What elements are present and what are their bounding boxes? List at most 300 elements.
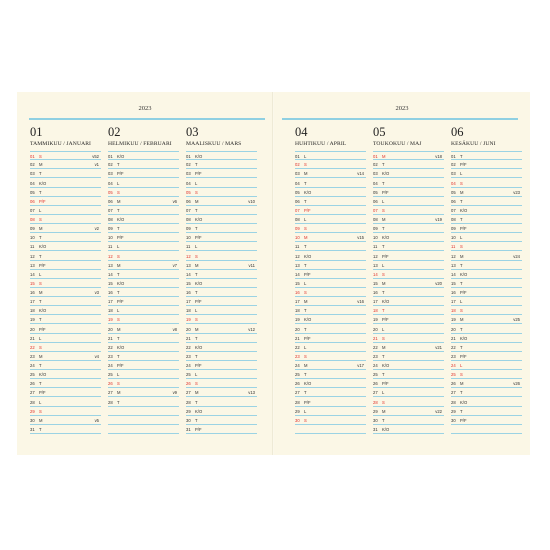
day-number: 23 [30, 353, 35, 359]
weekday-letter: T [39, 171, 42, 177]
weekday-letter: P/F [460, 226, 467, 232]
day-row [30, 361, 101, 370]
weekday-letter: S [460, 372, 463, 378]
day-row [295, 407, 366, 416]
day-number: 26 [30, 381, 35, 387]
weekday-letter: M [382, 344, 386, 350]
day-row [30, 242, 101, 251]
month-number: 05 [373, 125, 386, 139]
weekday-letter: M [39, 290, 43, 296]
weekday-letter: P/F [304, 335, 311, 341]
day-row [373, 279, 444, 288]
day-number: 11 [295, 244, 300, 250]
day-number: 17 [108, 299, 113, 305]
weekday-letter: L [39, 399, 42, 405]
weekday-letter: T [195, 417, 198, 423]
weekday-letter: P/F [460, 162, 467, 168]
weekday-letter: L [382, 198, 385, 204]
day-row [186, 352, 257, 361]
weekday-letter: T [460, 326, 463, 332]
day-number: 21 [30, 335, 35, 341]
weekday-letter: L [304, 154, 307, 160]
day-row [30, 334, 101, 343]
weekday-letter: L [117, 372, 120, 378]
month-column [451, 125, 522, 434]
day-row [108, 361, 179, 370]
day-row [30, 315, 101, 324]
weekday-letter: K/O [382, 171, 390, 177]
day-list [30, 151, 101, 434]
day-row [186, 407, 257, 416]
day-row [108, 306, 179, 315]
weekday-letter: P/F [39, 390, 46, 396]
weekday-letter: K/O [39, 180, 47, 186]
day-number: 07 [295, 207, 300, 213]
day-number: 28 [30, 399, 35, 405]
day-number: 06 [451, 198, 456, 204]
day-row [451, 188, 522, 197]
day-number: 15 [451, 280, 456, 286]
weekday-letter: M [39, 353, 43, 359]
month-column [373, 125, 444, 434]
day-number: 01 [295, 154, 300, 160]
day-number: 05 [373, 189, 378, 195]
weekday-letter: S [382, 207, 385, 213]
day-row [373, 224, 444, 233]
day-number: 07 [108, 207, 113, 213]
weekday-letter: T [195, 207, 198, 213]
weekday-letter: K/O [195, 408, 203, 414]
day-row [373, 270, 444, 279]
day-number: 20 [373, 326, 378, 332]
day-number: 26 [295, 381, 300, 387]
day-number: 22 [186, 344, 191, 350]
day-row [30, 379, 101, 388]
day-number: 14 [451, 271, 456, 277]
day-number: 16 [295, 290, 300, 296]
day-number: 04 [30, 180, 35, 186]
empty-row [108, 416, 179, 425]
day-number: 29 [295, 408, 300, 414]
day-number: 01 [186, 154, 191, 160]
day-number: 30 [295, 417, 300, 423]
weekday-letter: M [382, 154, 386, 160]
day-number: 21 [295, 335, 300, 341]
day-number: 24 [451, 363, 456, 369]
day-number: 13 [186, 262, 191, 268]
header-rule [282, 118, 518, 120]
weekday-letter: T [117, 290, 120, 296]
weekday-letter: K/O [460, 207, 468, 213]
day-row [108, 197, 179, 206]
day-number: 08 [186, 217, 191, 223]
weekday-letter: T [382, 180, 385, 186]
weekday-letter: M [460, 317, 464, 323]
week-number: v7 [172, 262, 177, 268]
day-row [295, 416, 366, 425]
weekday-letter: K/O [382, 426, 390, 432]
weekday-letter: P/F [195, 235, 202, 241]
day-row [295, 188, 366, 197]
month-name: MAALISKUU / MARS [186, 141, 242, 147]
empty-row [108, 407, 179, 416]
day-row [295, 388, 366, 397]
day-row [186, 261, 257, 270]
day-number: 14 [295, 271, 300, 277]
weekday-letter: L [195, 372, 198, 378]
day-number: 29 [451, 408, 456, 414]
day-row [295, 270, 366, 279]
month-name: KESÄKUU / JUNI [451, 141, 496, 147]
weekday-letter: T [117, 353, 120, 359]
weekday-letter: P/F [117, 171, 124, 177]
weekday-letter: T [39, 363, 42, 369]
day-number: 08 [373, 217, 378, 223]
weekday-letter: T [39, 299, 42, 305]
day-number: 19 [108, 317, 113, 323]
day-number: 31 [186, 426, 191, 432]
day-number: 02 [451, 162, 456, 168]
week-number: v16 [357, 299, 364, 305]
month-number: 02 [108, 125, 121, 139]
weekday-letter: L [39, 335, 42, 341]
day-number: 12 [451, 253, 456, 259]
week-number: v13 [248, 390, 255, 396]
weekday-letter: P/F [39, 262, 46, 268]
day-number: 20 [451, 326, 456, 332]
day-row [108, 251, 179, 260]
weekday-letter: K/O [195, 344, 203, 350]
weekday-letter: S [382, 271, 385, 277]
day-row [186, 388, 257, 397]
weekday-letter: P/F [39, 326, 46, 332]
day-number: 04 [451, 180, 456, 186]
weekday-letter: P/F [304, 271, 311, 277]
day-row [451, 151, 522, 160]
weekday-letter: L [304, 280, 307, 286]
weekday-letter: T [304, 326, 307, 332]
weekday-letter: S [304, 162, 307, 168]
day-row [186, 288, 257, 297]
day-row [373, 361, 444, 370]
day-number: 17 [373, 299, 378, 305]
weekday-letter: T [304, 262, 307, 268]
day-row [373, 407, 444, 416]
day-number: 08 [108, 217, 113, 223]
month-column [295, 125, 366, 434]
day-row [186, 297, 257, 306]
day-number: 27 [295, 390, 300, 396]
day-row [373, 160, 444, 169]
day-number: 14 [373, 271, 378, 277]
day-number: 16 [373, 290, 378, 296]
day-row [30, 416, 101, 425]
day-number: 26 [108, 381, 113, 387]
day-row [295, 324, 366, 333]
week-number: v52 [92, 154, 99, 160]
day-row [108, 334, 179, 343]
day-number: 06 [108, 198, 113, 204]
day-number: 23 [451, 353, 456, 359]
day-row [451, 334, 522, 343]
day-number: 10 [186, 235, 191, 241]
day-number: 02 [30, 162, 35, 168]
day-number: 16 [108, 290, 113, 296]
day-number: 19 [295, 317, 300, 323]
day-row [373, 288, 444, 297]
day-number: 02 [295, 162, 300, 168]
day-row [108, 215, 179, 224]
day-row [373, 324, 444, 333]
year-heading-right: 2023 [395, 105, 409, 112]
month-number: 03 [186, 125, 199, 139]
day-row [30, 306, 101, 315]
weekday-letter: T [460, 280, 463, 286]
weekday-letter: T [195, 353, 198, 359]
day-row [295, 206, 366, 215]
day-number: 25 [295, 372, 300, 378]
week-number: v14 [357, 171, 364, 177]
day-row [30, 270, 101, 279]
day-row [186, 206, 257, 215]
day-number: 23 [108, 353, 113, 359]
weekday-letter: M [39, 226, 43, 232]
weekday-letter: S [460, 308, 463, 314]
weekday-letter: T [39, 253, 42, 259]
weekday-letter: T [382, 308, 385, 314]
day-number: 15 [186, 280, 191, 286]
week-number: v22 [435, 408, 442, 414]
day-number: 29 [373, 408, 378, 414]
day-number: 09 [186, 226, 191, 232]
day-row [108, 288, 179, 297]
weekday-letter: T [39, 235, 42, 241]
day-number: 08 [295, 217, 300, 223]
weekday-letter: T [117, 271, 120, 277]
day-row [30, 206, 101, 215]
day-number: 11 [451, 244, 456, 250]
day-number: 12 [373, 253, 378, 259]
weekday-letter: M [117, 390, 121, 396]
day-number: 22 [295, 344, 300, 350]
weekday-letter: T [117, 226, 120, 232]
day-number: 22 [373, 344, 378, 350]
month-column [108, 125, 179, 434]
weekday-letter: P/F [117, 363, 124, 369]
day-row [373, 425, 444, 434]
day-row [373, 370, 444, 379]
weekday-letter: L [117, 244, 120, 250]
weekday-letter: L [39, 207, 42, 213]
day-row [451, 315, 522, 324]
day-row [295, 361, 366, 370]
weekday-letter: S [39, 217, 42, 223]
day-number: 16 [451, 290, 456, 296]
day-number: 20 [186, 326, 191, 332]
weekday-letter: T [304, 198, 307, 204]
month-name: TOUKOKUU / MAJ [373, 141, 422, 147]
weekday-letter: T [382, 244, 385, 250]
year-heading-left: 2023 [138, 105, 152, 112]
week-number: v3 [94, 290, 99, 296]
weekday-letter: P/F [460, 353, 467, 359]
day-number: 10 [30, 235, 35, 241]
day-number: 26 [186, 381, 191, 387]
day-number: 25 [108, 372, 113, 378]
day-number: 21 [186, 335, 191, 341]
weekday-letter: M [460, 381, 464, 387]
day-row [451, 361, 522, 370]
day-row [451, 206, 522, 215]
day-number: 15 [108, 280, 113, 286]
day-list [295, 151, 366, 434]
week-number: v8 [172, 326, 177, 332]
day-row [295, 197, 366, 206]
weekday-letter: S [39, 344, 42, 350]
day-number: 28 [451, 399, 456, 405]
day-number: 17 [295, 299, 300, 305]
weekday-letter: T [382, 417, 385, 423]
weekday-letter: P/F [117, 299, 124, 305]
day-number: 18 [373, 308, 378, 314]
day-number: 03 [451, 171, 456, 177]
day-number: 07 [451, 207, 456, 213]
day-row [295, 279, 366, 288]
week-number: v19 [435, 217, 442, 223]
weekday-letter: S [304, 226, 307, 232]
day-row [108, 370, 179, 379]
day-row [451, 160, 522, 169]
weekday-letter: T [382, 372, 385, 378]
weekday-letter: S [460, 244, 463, 250]
day-row [30, 251, 101, 260]
weekday-letter: L [195, 308, 198, 314]
weekday-letter: M [304, 363, 308, 369]
day-row [186, 379, 257, 388]
day-row [30, 425, 101, 434]
day-number: 16 [186, 290, 191, 296]
day-number: 11 [186, 244, 191, 250]
day-row [295, 343, 366, 352]
weekday-letter: M [195, 262, 199, 268]
day-row [451, 297, 522, 306]
day-number: 09 [373, 226, 378, 232]
weekday-letter: S [39, 280, 42, 286]
week-number: v25 [513, 317, 520, 323]
day-number: 14 [186, 271, 191, 277]
day-number: 12 [30, 253, 35, 259]
day-number: 15 [30, 280, 35, 286]
day-number: 03 [373, 171, 378, 177]
day-number: 27 [108, 390, 113, 396]
day-row [451, 352, 522, 361]
day-number: 23 [295, 353, 300, 359]
day-number: 01 [373, 154, 378, 160]
weekday-letter: P/F [382, 317, 389, 323]
day-number: 01 [451, 154, 456, 160]
weekday-letter: T [39, 381, 42, 387]
weekday-letter: S [117, 317, 120, 323]
day-number: 24 [295, 363, 300, 369]
day-row [108, 279, 179, 288]
weekday-letter: L [195, 180, 198, 186]
day-number: 13 [295, 262, 300, 268]
weekday-letter: M [382, 408, 386, 414]
day-row [186, 270, 257, 279]
day-row [30, 188, 101, 197]
weekday-letter: S [195, 253, 198, 259]
day-row [451, 370, 522, 379]
day-number: 25 [30, 372, 35, 378]
day-row [295, 233, 366, 242]
month-number: 06 [451, 125, 464, 139]
day-row [451, 251, 522, 260]
day-row [108, 315, 179, 324]
day-row [30, 288, 101, 297]
week-number: v4 [94, 353, 99, 359]
day-row [295, 288, 366, 297]
week-number: v17 [357, 363, 364, 369]
weekday-letter: L [460, 299, 463, 305]
day-row [373, 334, 444, 343]
day-row [373, 169, 444, 178]
day-number: 12 [295, 253, 300, 259]
weekday-letter: S [117, 253, 120, 259]
weekday-letter: L [195, 244, 198, 250]
day-row [451, 233, 522, 242]
weekday-letter: K/O [460, 271, 468, 277]
day-number: 01 [108, 154, 113, 160]
day-row [186, 242, 257, 251]
day-number: 10 [108, 235, 113, 241]
weekday-letter: L [382, 390, 385, 396]
day-row [108, 261, 179, 270]
weekday-letter: L [460, 363, 463, 369]
day-number: 24 [186, 363, 191, 369]
weekday-letter: K/O [304, 189, 312, 195]
day-number: 02 [186, 162, 191, 168]
weekday-letter: M [195, 390, 199, 396]
weekday-letter: T [304, 372, 307, 378]
week-number: v23 [513, 189, 520, 195]
day-row [373, 416, 444, 425]
day-list [373, 151, 444, 434]
weekday-letter: P/F [195, 426, 202, 432]
day-row [451, 416, 522, 425]
day-row [186, 233, 257, 242]
day-row [373, 343, 444, 352]
week-number: v15 [357, 235, 364, 241]
weekday-letter: P/F [195, 299, 202, 305]
day-row [186, 397, 257, 406]
day-number: 30 [186, 417, 191, 423]
day-row [108, 206, 179, 215]
day-number: 10 [451, 235, 456, 241]
day-row [30, 279, 101, 288]
day-number: 11 [373, 244, 378, 250]
weekday-letter: T [195, 271, 198, 277]
day-row [295, 379, 366, 388]
weekday-letter: M [117, 198, 121, 204]
week-number: v24 [513, 253, 520, 259]
weekday-letter: M [304, 171, 308, 177]
header-rule [29, 118, 265, 120]
day-number: 27 [451, 390, 456, 396]
weekday-letter: K/O [117, 154, 125, 160]
week-number: v1 [94, 162, 99, 168]
day-row [108, 379, 179, 388]
weekday-letter: T [117, 162, 120, 168]
